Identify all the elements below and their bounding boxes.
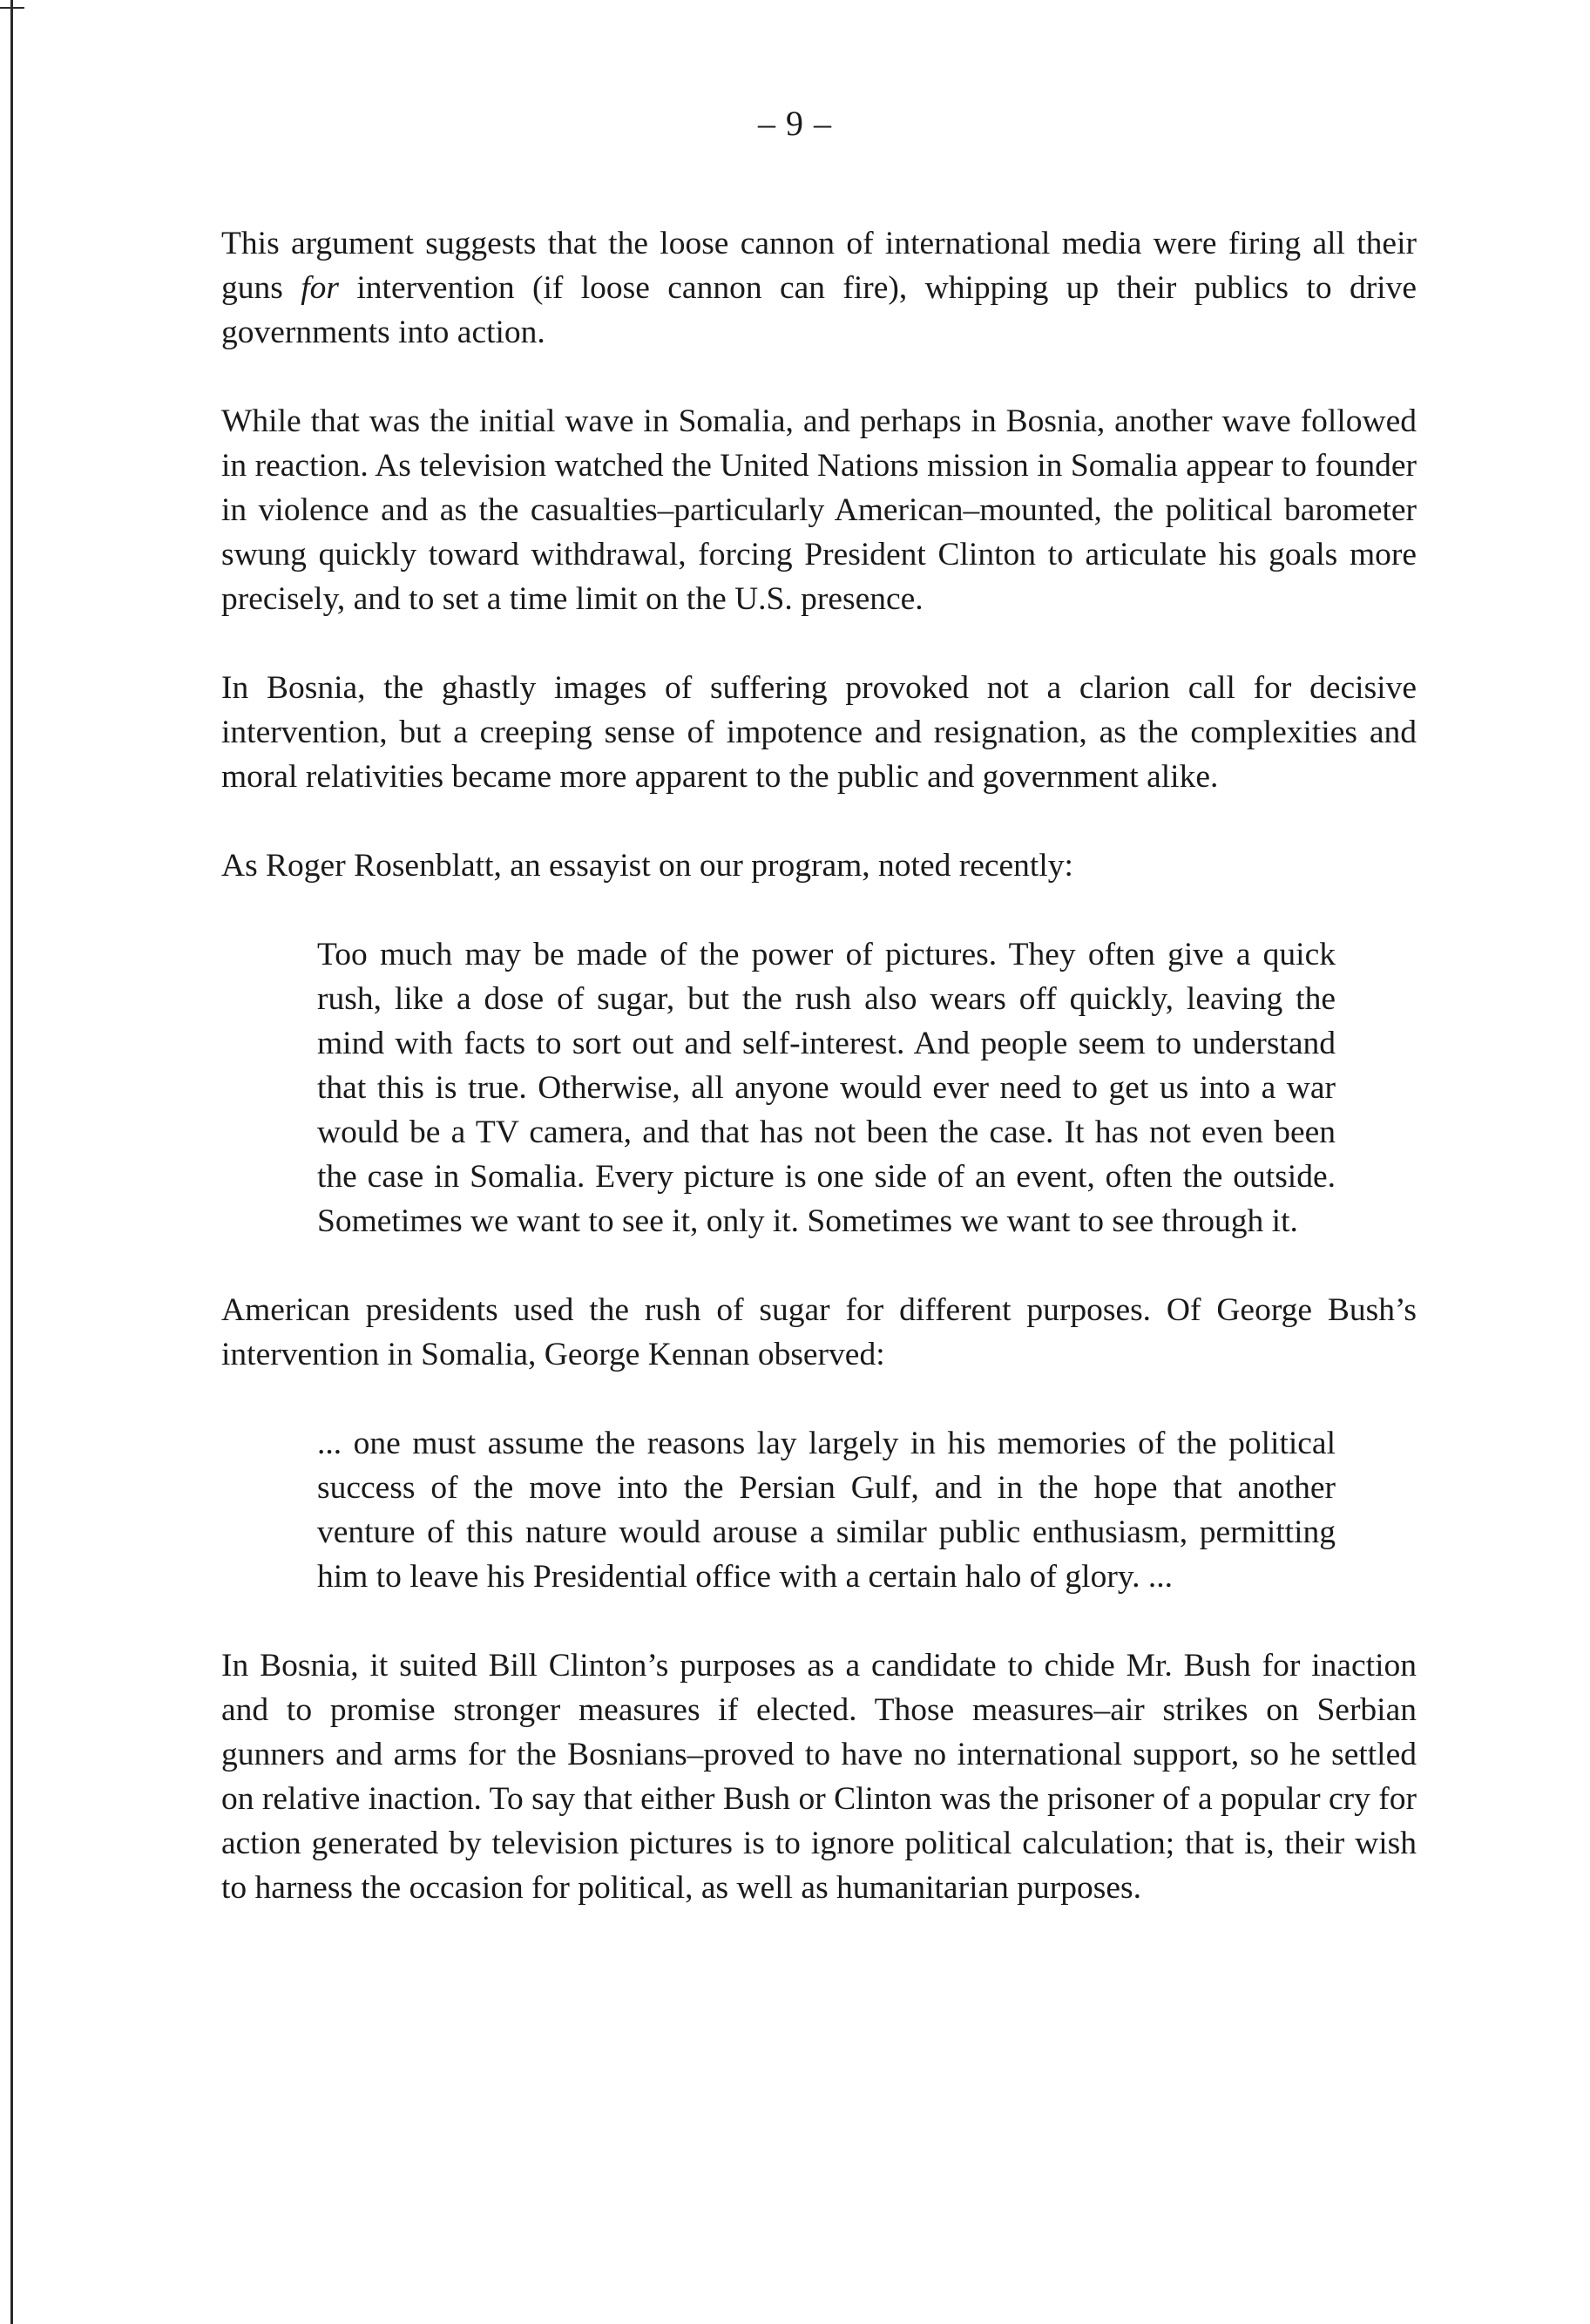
block-quote-rosenblatt: Too much may be made of the power of pictures. They often give a quick rush, like a dose of sugar, but the rush also wears off quickly, leaving the mind with facts to sort out and self-interest. And people seem to understand that this is true. Otherwise, all anyone would ever need to get us into a war would be a TV camera, and that has not been the case. It has not even been the case in Somalia. Every picture is one side of an event, often the outside. Sometimes we want to see it, only it. Sometimes we want to see through it. [317,937,1336,1239]
emphasized-word: for [301,270,339,306]
paragraph-presidents-purposes: American presidents used the rush of sugar for different purposes. Of George Bush’s intervention in Somalia, George Kennan observed: [221,1292,1417,1372]
paragraph-text: intervention (if loose cannon can fire), whipping up their publics to drive governments into action. [221,270,1417,350]
binding-top-mark [0,7,24,9]
block-quote-kennan: ... one must assume the reasons lay largely in his memories of the political success of the move into the Persian Gulf, and in the hope that another venture of this nature would arouse a similar public enthusiasm, permitting him to leave his Presidential office with a certain halo of glory. ... [317,1426,1336,1595]
binding-edge-line [10,0,13,2324]
page-body [221,221,1417,1955]
paragraph-bosnia-images: In Bosnia, the ghastly images of suffering provoked not a clarion call for decisive intervention, but a creeping sense of impotence and resignation, as the complexities and moral relativities became more apparent to the public and government alike. [221,670,1417,795]
paragraph-somalia-reaction: While that was the initial wave in Somalia, and perhaps in Bosnia, another wave followed in reaction. As television watched the United Nations mission in Somalia appear to founder in violence and as the casualties–particularly American–mounted, the political barometer swung quickly toward withdrawal, forcing President Clinton to articulate his goals more precisely, and to set a time limit on the U.S. presence. [221,403,1417,617]
paragraph-rosenblatt-intro: As Roger Rosenblatt, an essayist on our program, noted recently: [221,848,1073,884]
page-number: – 9 – [758,104,832,143]
paragraph-clinton-bosnia: In Bosnia, it suited Bill Clinton’s purposes as a candidate to chide Mr. Bush for inaction and to promise stronger measures if elected. Those measures–air strikes on Serbian gunners and arms for the Bosnians–proved to have no international support, so he settled on relative inaction. To say that either Bush or Clinton was the prisoner of a popular cry for action generated by television pictures is to ignore political calculation; that is, their wish to harness the occasion for political, as well as humanitarian purposes. [221,1648,1417,1906]
paragraph-text: This argument suggests that the loose cannon of international media were firing all their guns [221,226,1417,306]
paragraph-media-argument [221,221,1417,355]
